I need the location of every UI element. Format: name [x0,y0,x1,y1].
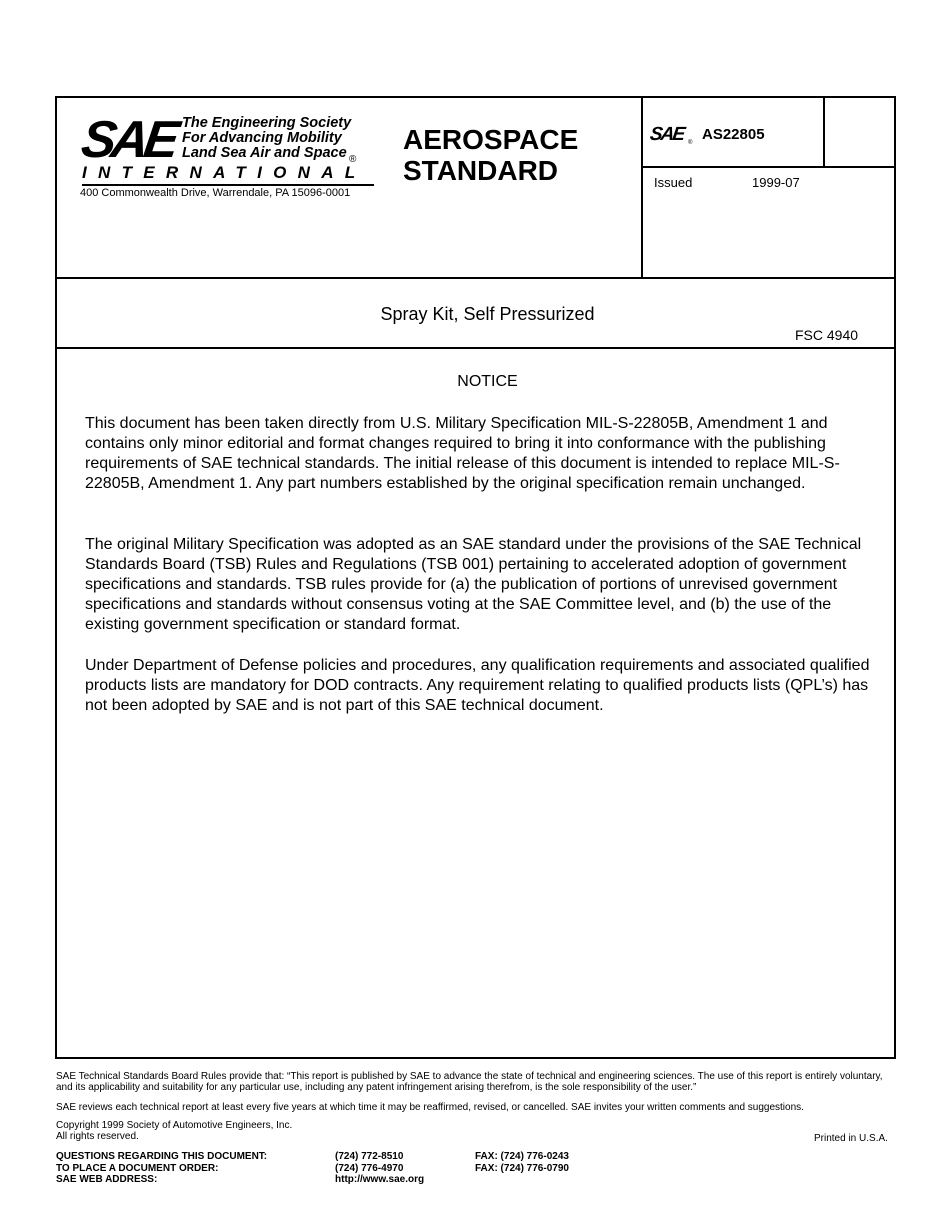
doc-type-heading [403,124,578,186]
contact-phone: (724) 772-8510 [335,1151,404,1162]
contact-label: TO PLACE A DOCUMENT ORDER: [56,1162,219,1174]
contact-labels [56,1151,267,1186]
notice-paragraph-2: The original Military Specification was adopted as an SAE standard under the provisions of the SAE Technical Standards Board (TSB) Rules and Regulations (TSB 001) pertaining to accelerated adoption of government specifications and standards. TSB rules provide for (a) the publication of portions of unrevised government specifications and standards without consensus voting at the SAE Committee level, and (b) the use of the existing government specification or standard format. [85,536,862,633]
contact-phones [335,1151,424,1186]
contact-faxes [475,1151,569,1174]
sae-logo-mark: SAE [77,111,178,169]
printed-in: Printed in U.S.A. [814,1133,888,1144]
footer-copyright: Copyright 1999 Society of Automotive Engineers, Inc. [56,1120,293,1131]
contact-label: QUESTIONS REGARDING THIS DOCUMENT: [56,1151,268,1162]
sae-logo-tagline [182,116,351,161]
notice-paragraph-1: This document has been taken directly from U.S. Military Specification MIL-S-22805B, Amendment 1 and contains only minor editorial and format changes required to bring it into conformance with the publishing requirements of SAE technical standards. The initial release of this document is intended to replace MIL-S-22805B, Amendment 1. Any part numbers established by the original specification remain unchanged. [85,415,840,492]
header-box-divider [641,96,643,279]
mini-registered-mark: ® [688,140,693,146]
logo-tagline-3: Land Sea Air and Space [182,145,347,161]
registered-mark: ® [349,154,357,165]
issued-label: Issued [654,175,693,190]
web-address-link[interactable]: http://www.sae.org [335,1174,425,1185]
footer-rules: SAE Technical Standards Board Rules provide that: “This report is published by SAE to advance the state of technical and engineering sciences. The use of this report is entirely voluntary, and its applicability and suitability for any particular use, including any patent infringement arising therefrom, is the sole responsibility of the user.” [56,1071,883,1093]
header-divider [55,277,896,279]
contact-phone: (724) 776-4970 [335,1162,404,1174]
contact-label: SAE WEB ADDRESS: [56,1174,158,1185]
doc-number: AS22805 [702,126,765,143]
footer-review: SAE reviews each technical report at least every five years at which time it may be reaffirmed, revised, or cancelled. SAE invites your written comments and suggestions. [56,1102,804,1113]
doc-number-box-bottom [641,166,896,168]
notice-heading: NOTICE [457,373,518,390]
logo-rule [82,184,374,186]
logo-international: INTERNATIONAL [82,163,367,182]
footer-rights: All rights reserved. [56,1131,139,1142]
issued-date: 1999-07 [752,175,800,190]
logo-tagline-2: For Advancing Mobility [182,130,342,146]
mini-sae-logo: SAE [648,124,685,145]
doc-type-line-2: STANDARD [403,155,559,186]
title-divider [55,347,896,349]
doc-type-line-1: AEROSPACE [403,124,579,155]
address: 400 Commonwealth Drive, Warrendale, PA 15096-0001 [80,187,351,199]
notice-paragraph-3: Under Department of Defense policies and procedures, any qualification requirements and associated qualified products lists are mandatory for DOD contracts. Any requirement relating to qualified products lists (QPL’s) has not been adopted by SAE and is not part of this SAE technical document. [85,657,870,714]
contact-fax: FAX: (724) 776-0243 [475,1151,569,1162]
logo-tagline-1: The Engineering Society [182,115,352,131]
fsc-code: FSC 4940 [795,327,859,343]
doc-number-box-divider [823,96,825,168]
document-title: Spray Kit, Self Pressurized [380,304,595,324]
contact-fax: FAX: (724) 776-0790 [475,1162,569,1174]
footer-copyright-block [56,1120,901,1142]
